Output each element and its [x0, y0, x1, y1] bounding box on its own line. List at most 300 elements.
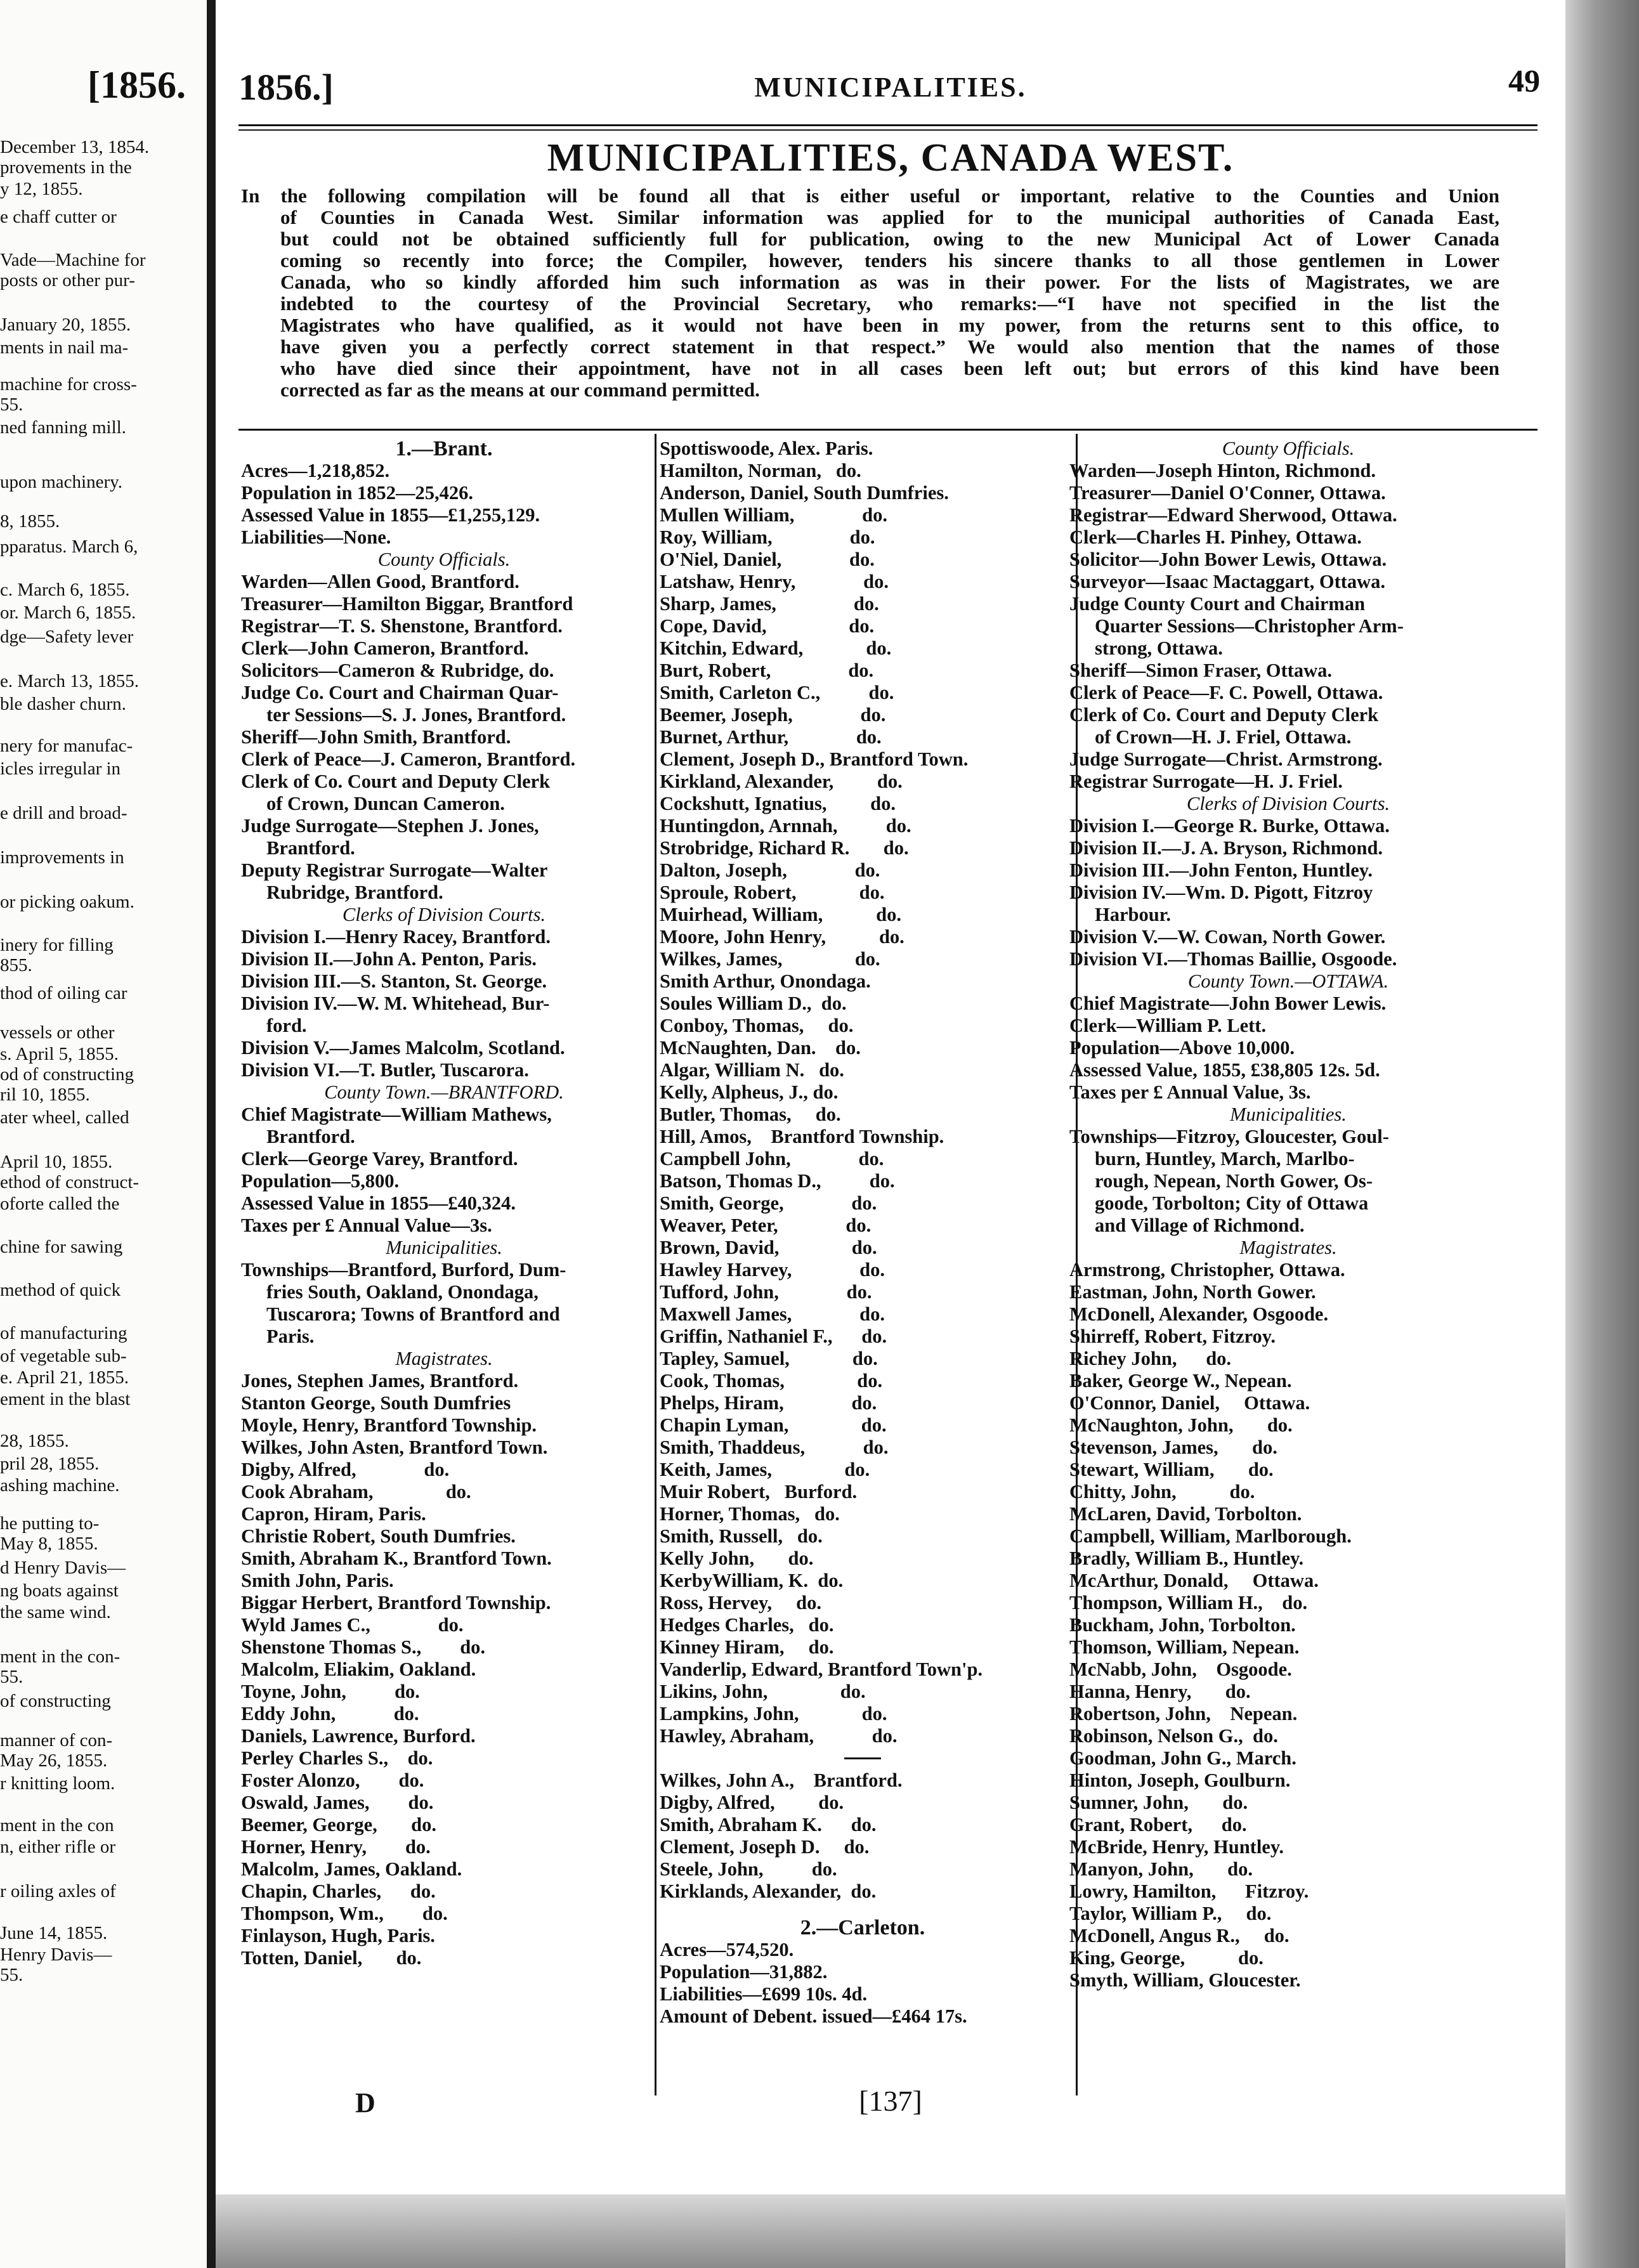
entry-line: Registrar—Edward Sherwood, Ottawa.	[1069, 504, 1397, 526]
entry-line: Smith, Abraham K., Brantford Town.	[241, 1548, 552, 1569]
entry-line: Liabilities—None.	[241, 526, 391, 548]
entry-line: Population in 1852—25,426.	[241, 482, 474, 504]
entry-line: Biggar Herbert, Brantford Township.	[241, 1592, 551, 1613]
entry-line: Wyld James C., do.	[241, 1614, 464, 1636]
entry-line: Kinney Hiram, do.	[660, 1636, 834, 1658]
intro-line: In the following compilation will be found all that is either useful or important, relative to the Counties and Union	[241, 185, 1499, 207]
entry-line: Division II.—J. A. Bryson, Richmond.	[1069, 837, 1383, 859]
subheading: County Officials.	[377, 549, 511, 570]
entry-line: Hawley, Abraham, do.	[660, 1725, 898, 1747]
entry-line: Clerk of Co. Court and Deputy Clerk	[241, 771, 551, 792]
entry-line: Campbell, William, Marlborough.	[1069, 1525, 1352, 1547]
entry-line: Huntingdon, Arnnah, do.	[660, 815, 911, 837]
page-number: 49	[1508, 63, 1540, 98]
entry-line: Stevenson, James, do.	[1069, 1437, 1277, 1458]
entry-line: Division III.—John Fenton, Huntley.	[1069, 859, 1373, 881]
entry-line: Latshaw, Henry, do.	[660, 571, 889, 592]
entry-line: Beemer, Joseph, do.	[660, 704, 886, 726]
entry-line: Mullen William, do.	[660, 504, 887, 526]
entry-line: Clerk—William P. Lett.	[1069, 1015, 1267, 1036]
entry-line: ter Sessions—S. J. Jones, Brantford.	[266, 704, 566, 726]
entry-line: Jones, Stephen James, Brantford.	[241, 1370, 519, 1391]
left-page-line: June 14, 1855.	[0, 1923, 108, 1943]
entry-line: Hill, Amos, Brantford Township.	[660, 1126, 944, 1147]
left-page-line: ned fanning mill.	[0, 417, 126, 438]
left-page-line: pparatus. March 6,	[0, 537, 138, 557]
entry-line: rough, Nepean, North Gower, Os-	[1095, 1170, 1373, 1192]
entry-line: Acres—1,218,852.	[241, 460, 390, 481]
left-page-line: Henry Davis—	[0, 1945, 112, 1965]
intro-line: Magistrates who have qualified, as it would not have been in my power, from the returns sent to this office, to	[280, 315, 1499, 336]
left-page-line: December 13, 1854.	[0, 137, 150, 157]
entry-line: Judge Surrogate—Christ. Armstrong.	[1069, 748, 1383, 770]
intro-line: corrected as far as the means at our command permitted.	[280, 379, 760, 401]
left-page-line: nery for manufac-	[0, 736, 133, 756]
separator-dash	[660, 1747, 1066, 1769]
left-page-line: ment in the con	[0, 1815, 114, 1835]
entry-line: Richey John, do.	[1069, 1348, 1232, 1369]
entry-line: Division V.—James Malcolm, Scotland.	[241, 1037, 565, 1059]
entry-line: McLaren, David, Torbolton.	[1069, 1503, 1302, 1525]
left-page-line: ng boats against	[0, 1580, 119, 1601]
entry-line: Ross, Hervey, do.	[660, 1592, 822, 1613]
left-page-line: of vegetable sub-	[0, 1346, 127, 1366]
entry-line: Beemer, George, do.	[241, 1814, 437, 1835]
left-page-line: inery for filling	[0, 935, 114, 955]
entry-line: Burt, Robert, do.	[660, 660, 874, 681]
left-page-line: upon machinery.	[0, 472, 123, 492]
page-edge-bottom	[216, 2194, 1565, 2268]
entry-line: Strobridge, Richard R. do.	[660, 837, 909, 859]
column-brant-continued	[660, 438, 1066, 2028]
left-page-line: od of constructing	[0, 1064, 134, 1085]
left-page-line: e. April 21, 1855.	[0, 1367, 129, 1388]
left-page-line: 855.	[0, 955, 32, 975]
left-page-line: of constructing	[0, 1691, 111, 1711]
entry-line: Spottiswoode, Alex. Paris.	[660, 438, 873, 459]
entry-line: Taxes per £ Annual Value—3s.	[241, 1215, 492, 1236]
intro-line: who have died since their appointment, have not in all cases been left out; but errors of this kind have been	[280, 358, 1499, 379]
entry-line: Harbour.	[1095, 904, 1172, 925]
section-heading: 2.—Carleton.	[800, 1917, 925, 1939]
left-page-line: e chaff cutter or	[0, 207, 117, 227]
entry-line: Stewart, William, do.	[1069, 1459, 1274, 1480]
entry-line: Foster Alonzo, do.	[241, 1769, 424, 1791]
entry-line: Treasurer—Daniel O'Conner, Ottawa.	[1069, 482, 1386, 504]
subheading: County Town.—BRANTFORD.	[324, 1081, 564, 1103]
entry-line: Shenstone Thomas S., do.	[241, 1636, 486, 1658]
entry-line: Moyle, Henry, Brantford Township.	[241, 1414, 537, 1436]
entry-line: Likins, John, do.	[660, 1681, 866, 1702]
entry-line: Baker, George W., Nepean.	[1069, 1370, 1292, 1391]
entry-line: Treasurer—Hamilton Biggar, Brantford	[241, 593, 573, 615]
entry-line: Hanna, Henry, do.	[1069, 1681, 1251, 1702]
entry-line: Chief Magistrate—John Bower Lewis.	[1069, 993, 1387, 1014]
entry-line: Assessed Value, 1855, £38,805 12s. 5d.	[1069, 1059, 1380, 1081]
entry-line: Clerk—Charles H. Pinhey, Ottawa.	[1069, 526, 1362, 548]
left-page-line: January 20, 1855.	[0, 315, 131, 335]
entry-line: King, George, do.	[1069, 1947, 1264, 1969]
left-page-line: 28, 1855.	[0, 1431, 69, 1451]
left-page-line: ment in the con-	[0, 1646, 121, 1667]
entry-line: Perley Charles S., do.	[241, 1747, 433, 1769]
left-page-line: the same wind.	[0, 1602, 111, 1622]
entry-line: Bradly, William B., Huntley.	[1069, 1548, 1304, 1569]
entry-line: Registrar—T. S. Shenstone, Brantford.	[241, 615, 563, 637]
left-page-line: ethod of construct-	[0, 1172, 140, 1192]
running-head-center: MUNICIPALITIES.	[754, 72, 1027, 103]
entry-line: Wilkes, James, do.	[660, 948, 880, 970]
entry-line: McDonell, Angus R., do.	[1069, 1925, 1290, 1946]
entry-line: Brown, David, do.	[660, 1237, 877, 1258]
entry-line: Smyth, William, Gloucester.	[1069, 1969, 1301, 1991]
entry-line: Warden—Allen Good, Brantford.	[241, 571, 519, 592]
entry-line: Division I.—George R. Burke, Ottawa.	[1069, 815, 1390, 837]
entry-line: Horner, Thomas, do.	[660, 1503, 840, 1525]
entry-line: McNaughten, Dan. do.	[660, 1037, 861, 1059]
entry-line: Quarter Sessions—Christopher Arm-	[1095, 615, 1404, 637]
entry-line: Keith, James, do.	[660, 1459, 870, 1480]
page-title: MUNICIPALITIES, CANADA WEST.	[547, 136, 1234, 179]
left-page-line: thod of oiling car	[0, 983, 127, 1003]
left-page-line: ble dasher churn.	[0, 694, 126, 714]
left-page-line: r knitting loom.	[0, 1773, 115, 1794]
entry-line: Shirreff, Robert, Fitzroy.	[1069, 1326, 1276, 1347]
entry-line: Townships—Fitzroy, Gloucester, Goul-	[1069, 1126, 1389, 1147]
entry-line: McDonell, Alexander, Osgoode.	[1069, 1303, 1329, 1325]
entry-line: Clerk—John Cameron, Brantford.	[241, 637, 529, 659]
entry-line: Wilkes, John A., Brantford.	[660, 1769, 903, 1791]
intro-line: but could not be obtained sufficiently full for publication, owing to the new Municipal Act of Lower Canada	[280, 228, 1499, 250]
entry-line: Division VI.—Thomas Baillie, Osgoode.	[1069, 948, 1397, 970]
entry-line: Steele, John, do.	[660, 1858, 837, 1880]
left-page-line: ril 10, 1855.	[0, 1085, 90, 1105]
left-page-line: or picking oakum.	[0, 892, 134, 912]
entry-line: Daniels, Lawrence, Burford.	[241, 1725, 476, 1747]
left-page-line: e drill and broad-	[0, 803, 127, 823]
entry-line: Armstrong, Christopher, Ottawa.	[1069, 1259, 1345, 1281]
entry-line: Clerk of Co. Court and Deputy Clerk	[1069, 704, 1379, 726]
entry-line: goode, Torbolton; City of Ottawa	[1095, 1192, 1369, 1214]
entry-line: Smith, Abraham K. do.	[660, 1814, 877, 1835]
entry-line: Batson, Thomas D., do.	[660, 1170, 895, 1192]
entry-line: O'Connor, Daniel, Ottawa.	[1069, 1392, 1310, 1414]
entry-line: Goodman, John G., March.	[1069, 1747, 1296, 1769]
left-page-line: ement in the blast	[0, 1389, 131, 1409]
left-page-line: 55.	[0, 394, 23, 415]
entry-line: Dalton, Joseph, do.	[660, 859, 880, 881]
entry-line: Stanton George, South Dumfries	[241, 1392, 511, 1414]
entry-line: Kelly, Alpheus, J., do.	[660, 1081, 839, 1103]
left-page-line: s. April 5, 1855.	[0, 1044, 119, 1064]
left-page-line: ashing machine.	[0, 1475, 120, 1496]
entry-line: Grant, Robert, do.	[1069, 1814, 1247, 1835]
entry-line: Oswald, James, do.	[241, 1792, 434, 1813]
subheading: County Officials.	[1222, 438, 1355, 459]
intro-line: coming so recently into force; the Compiler, however, tenders his sincere thanks to all those gentlemen in Lower	[280, 250, 1499, 271]
entry-line: Lowry, Hamilton, Fitzroy.	[1069, 1880, 1309, 1902]
entry-line: Clerk of Peace—J. Cameron, Brantford.	[241, 748, 576, 770]
entry-line: Hamilton, Norman, do.	[660, 460, 861, 481]
entry-line: Vanderlip, Edward, Brantford Town'p.	[660, 1659, 983, 1680]
entry-line: burn, Huntley, March, Marlbo-	[1095, 1148, 1355, 1170]
entry-line: Thompson, Wm., do.	[241, 1903, 448, 1924]
entry-line: Taxes per £ Annual Value, 3s.	[1069, 1081, 1311, 1103]
entry-line: Judge Co. Court and Chairman Quar-	[241, 682, 559, 703]
entry-line: Assessed Value in 1855—£1,255,129.	[241, 504, 540, 526]
entry-line: Christie Robert, South Dumfries.	[241, 1525, 516, 1547]
subheading: Magistrates.	[1239, 1237, 1337, 1258]
entry-line: and Village of Richmond.	[1095, 1215, 1305, 1236]
column-carleton	[1069, 438, 1507, 1991]
entry-line: Division V.—W. Cowan, North Gower.	[1069, 926, 1386, 948]
entry-line: Finlayson, Hugh, Paris.	[241, 1925, 435, 1946]
entry-line: fries South, Oakland, Onondaga,	[266, 1281, 539, 1303]
entry-line: Anderson, Daniel, South Dumfries.	[660, 482, 949, 504]
entry-line: Thompson, William H., do.	[1069, 1592, 1308, 1613]
entry-line: McNaughton, John, do.	[1069, 1414, 1293, 1436]
entry-line: Sproule, Robert, do.	[660, 882, 885, 903]
entry-line: Judge Surrogate—Stephen J. Jones,	[241, 815, 539, 837]
entry-line: Conboy, Thomas, do.	[660, 1015, 854, 1036]
entry-line: Eddy John, do.	[241, 1703, 419, 1724]
intro-line: of Counties in Canada West. Similar information was applied for to the municipal authorities of Canada East,	[280, 207, 1499, 228]
entry-line: Muirhead, William, do.	[660, 904, 902, 925]
entry-line: ford.	[266, 1015, 307, 1036]
left-page-line: May 8, 1855.	[0, 1534, 98, 1554]
left-page-line: improvements in	[0, 847, 124, 868]
entry-line: Clerk of Peace—F. C. Powell, Ottawa.	[1069, 682, 1383, 703]
subheading: Clerks of Division Courts.	[1186, 793, 1390, 814]
entry-line: Clement, Joseph D. do.	[660, 1836, 870, 1858]
entry-line: Chapin, Charles, do.	[241, 1880, 436, 1902]
left-page-line: May 26, 1855.	[0, 1750, 108, 1771]
entry-line: Butler, Thomas, do.	[660, 1104, 841, 1125]
entry-line: Kitchin, Edward, do.	[660, 637, 892, 659]
left-page-header: [1856.	[88, 64, 186, 106]
left-page-line: 55.	[0, 1667, 23, 1687]
left-page-line: ments in nail ma-	[0, 337, 129, 358]
left-page-line: n, either rifle or	[0, 1837, 115, 1857]
entry-line: Smith John, Paris.	[241, 1570, 394, 1591]
entry-line: Weaver, Peter, do.	[660, 1215, 872, 1236]
entry-line: Moore, John Henry, do.	[660, 926, 904, 948]
entry-line: Hedges Charles, do.	[660, 1614, 834, 1636]
subheading: Municipalities.	[386, 1237, 502, 1258]
entry-line: Robinson, Nelson G., do.	[1069, 1725, 1278, 1747]
left-page-line: posts or other pur-	[0, 270, 135, 290]
left-page-line: c. March 6, 1855.	[0, 580, 130, 600]
left-page-line: method of quick	[0, 1280, 121, 1300]
entry-line: Muir Robert, Burford.	[660, 1481, 858, 1502]
signature-mark: D	[355, 2087, 375, 2118]
entry-line: Sharp, James, do.	[660, 593, 879, 615]
page-edge-right	[1565, 0, 1639, 2268]
entry-line: Population—Above 10,000.	[1069, 1037, 1295, 1059]
entry-line: Kirkland, Alexander, do.	[660, 771, 903, 792]
entry-line: Digby, Alfred, do.	[241, 1459, 450, 1480]
entry-line: Division VI.—T. Butler, Tuscarora.	[241, 1059, 529, 1081]
entry-line: Paris.	[266, 1326, 315, 1347]
entry-line: Cook, Thomas, do.	[660, 1370, 883, 1391]
entry-line: Solicitor—John Bower Lewis, Ottawa.	[1069, 549, 1387, 570]
page-gutter	[207, 0, 216, 2268]
left-page-line: manner of con-	[0, 1730, 113, 1750]
running-head-left: 1856.]	[238, 67, 334, 108]
entry-line: Smith, Russell, do.	[660, 1525, 823, 1547]
entry-line: Sumner, John, do.	[1069, 1792, 1248, 1813]
spacer	[660, 1903, 1066, 1917]
entry-line: Taylor, William P., do.	[1069, 1903, 1272, 1924]
left-page-line: dge—Safety lever	[0, 627, 134, 647]
left-page-line: machine for cross-	[0, 374, 137, 394]
entry-line: Horner, Henry, do.	[241, 1836, 431, 1858]
entry-line: Smith, Carleton C., do.	[660, 682, 894, 703]
entry-line: McBride, Henry, Huntley.	[1069, 1836, 1284, 1858]
entry-line: Smith, George, do.	[660, 1192, 877, 1214]
entry-line: Hawley Harvey, do.	[660, 1259, 885, 1281]
entry-line: Amount of Debent. issued—£464 17s.	[660, 2005, 967, 2027]
entry-line: Brantford.	[266, 1126, 355, 1147]
left-page-line: he putting to-	[0, 1513, 100, 1534]
entry-line: O'Niel, Daniel, do.	[660, 549, 875, 570]
entry-line: of Crown, Duncan Cameron.	[266, 793, 505, 814]
entry-line: Registrar Surrogate—H. J. Friel.	[1069, 771, 1343, 792]
entry-line: Division IV.—W. M. Whitehead, Bur-	[241, 993, 550, 1014]
entry-line: Malcolm, James, Oakland.	[241, 1858, 462, 1880]
left-page-line: y 12, 1855.	[0, 179, 83, 199]
entry-line: Capron, Hiram, Paris.	[241, 1503, 426, 1525]
section-rule	[238, 429, 1538, 431]
entry-line: Burnet, Arthur, do.	[660, 726, 882, 748]
entry-line: Algar, William N. do.	[660, 1059, 844, 1081]
entry-line: Acres—574,520.	[660, 1939, 794, 1960]
entry-line: Solicitors—Cameron & Rubridge, do.	[241, 660, 554, 681]
left-page-line: ater wheel, called	[0, 1107, 129, 1128]
entry-line: Townships—Brantford, Burford, Dum-	[241, 1259, 566, 1281]
entry-line: Sheriff—John Smith, Brantford.	[241, 726, 511, 748]
entry-line: Buckham, John, Torbolton.	[1069, 1614, 1296, 1636]
entry-line: Wilkes, John Asten, Brantford Town.	[241, 1437, 548, 1458]
entry-line: Roy, William, do.	[660, 526, 875, 548]
entry-line: Malcolm, Eliakim, Oakland.	[241, 1659, 476, 1680]
entry-line: Division I.—Henry Racey, Brantford.	[241, 926, 551, 948]
left-page-line: vessels or other	[0, 1022, 115, 1043]
entry-line: Chief Magistrate—William Mathews,	[241, 1104, 552, 1125]
entry-line: Judge County Court and Chairman	[1069, 593, 1366, 615]
intro-line: Canada, who so kindly afforded him such information as was in their power. For the lists of Magistrates, we are	[280, 271, 1499, 293]
entry-line: Totten, Daniel, do.	[241, 1947, 422, 1969]
entry-line: Liabilities—£699 10s. 4d.	[660, 1983, 868, 2005]
entry-line: Surveyor—Isaac Mactaggart, Ottawa.	[1069, 571, 1386, 592]
entry-line: Cope, David, do.	[660, 615, 875, 637]
entry-line: Clement, Joseph D., Brantford Town.	[660, 748, 969, 770]
intro-line: indebted to the courtesy of the Provincial Secretary, who remarks:—“I have not specified in the list the	[280, 293, 1499, 315]
left-page-line: or. March 6, 1855.	[0, 603, 136, 623]
column-brant	[241, 438, 647, 1969]
entry-line: Assessed Value in 1855—£40,324.	[241, 1192, 516, 1214]
subheading: Municipalities.	[1230, 1104, 1347, 1125]
section-heading: 1.—Brant.	[395, 438, 493, 460]
entry-line: Smith, Thaddeus, do.	[660, 1437, 889, 1458]
entry-line: Manyon, John, do.	[1069, 1858, 1253, 1880]
entry-line: Division III.—S. Stanton, St. George.	[241, 970, 547, 992]
entry-line: Eastman, John, North Gower.	[1069, 1281, 1316, 1303]
entry-line: Robertson, John, Nepean.	[1069, 1703, 1298, 1724]
entry-line: Warden—Joseph Hinton, Richmond.	[1069, 460, 1376, 481]
entry-line: Toyne, John, do.	[241, 1681, 420, 1702]
left-page-line: pril 28, 1855.	[0, 1454, 100, 1474]
entry-line: KerbyWilliam, K. do.	[660, 1570, 844, 1591]
header-rule-thin	[238, 129, 1538, 131]
entry-line: Chitty, John, do.	[1069, 1481, 1255, 1502]
entry-line: Deputy Registrar Surrogate—Walter	[241, 859, 548, 881]
entry-line: Kirklands, Alexander, do.	[660, 1880, 877, 1902]
subheading: Magistrates.	[395, 1348, 493, 1369]
left-page-line: April 10, 1855.	[0, 1152, 113, 1172]
main-page	[216, 0, 1565, 2268]
entry-line: of Crown—H. J. Friel, Ottawa.	[1095, 726, 1352, 748]
entry-line: Soules William D., do.	[660, 993, 847, 1014]
left-page-line: 8, 1855.	[0, 511, 60, 531]
entry-line: Division II.—John A. Penton, Paris.	[241, 948, 537, 970]
entry-line: Cockshutt, Ignatius, do.	[660, 793, 896, 814]
left-page-line: provements in the	[0, 157, 132, 178]
entry-line: Lampkins, John, do.	[660, 1703, 887, 1724]
left-page-line: d Henry Davis—	[0, 1558, 126, 1578]
entry-line: Hinton, Joseph, Goulburn.	[1069, 1769, 1291, 1791]
entry-line: Chapin Lyman, do.	[660, 1414, 887, 1436]
column-divider	[655, 434, 656, 2095]
intro-line: have given you a perfectly correct statement in that respect.” We would also mention that the names of those	[280, 336, 1499, 358]
subheading: County Town.—OTTAWA.	[1187, 970, 1389, 992]
entry-line: Thomson, William, Nepean.	[1069, 1636, 1300, 1658]
footer-page-number: [137]	[859, 2085, 922, 2117]
entry-line: strong, Ottawa.	[1095, 637, 1223, 659]
left-page-line: of manufacturing	[0, 1323, 127, 1343]
entry-line: Rubridge, Brantford.	[266, 882, 443, 903]
left-page-line: icles irregular in	[0, 759, 121, 779]
entry-line: Cook Abraham, do.	[241, 1481, 471, 1502]
left-page-line: Vade—Machine for	[0, 250, 146, 270]
entry-line: Clerk—George Varey, Brantford.	[241, 1148, 518, 1170]
left-page-line: e. March 13, 1855.	[0, 671, 140, 691]
entry-line: Population—31,882.	[660, 1961, 828, 1983]
left-page-line: r oiling axles of	[0, 1881, 116, 1901]
entry-line: Tufford, John, do.	[660, 1281, 872, 1303]
entry-line: Brantford.	[266, 837, 355, 859]
left-page-line: oforte called the	[0, 1194, 120, 1214]
intro-paragraph	[241, 185, 1499, 401]
entry-line: Digby, Alfred, do.	[660, 1792, 844, 1813]
entry-line: Division IV.—Wm. D. Pigott, Fitzroy	[1069, 882, 1373, 903]
entry-line: Campbell John, do.	[660, 1148, 884, 1170]
entry-line: Maxwell James, do.	[660, 1303, 885, 1325]
left-page-line: 55.	[0, 1965, 23, 1985]
entry-line: McArthur, Donald, Ottawa.	[1069, 1570, 1319, 1591]
entry-line: Population—5,800.	[241, 1170, 400, 1192]
entry-line: Tuscarora; Towns of Brantford and	[266, 1303, 560, 1325]
left-page-line: chine for sawing	[0, 1237, 123, 1257]
left-page-fragment	[0, 0, 207, 2268]
entry-line: Phelps, Hiram, do.	[660, 1392, 877, 1414]
entry-line: Griffin, Nathaniel F., do.	[660, 1326, 887, 1347]
entry-line: Kelly John, do.	[660, 1548, 814, 1569]
entry-line: Sheriff—Simon Fraser, Ottawa.	[1069, 660, 1332, 681]
entry-line: Tapley, Samuel, do.	[660, 1348, 878, 1369]
entry-line: McNabb, John, Osgoode.	[1069, 1659, 1292, 1680]
entry-line: Smith Arthur, Onondaga.	[660, 970, 871, 992]
